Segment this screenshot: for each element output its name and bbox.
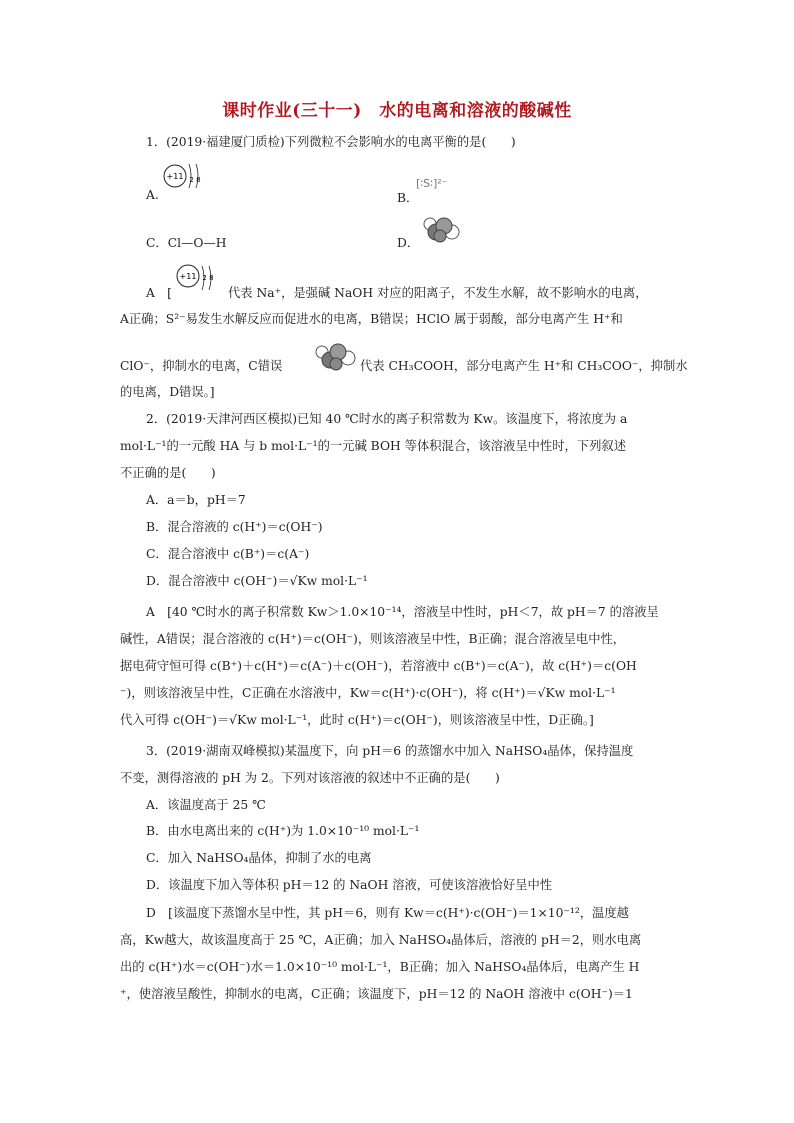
q1-answer-line-3b: 代表 CH₃COOH，部分电离产生 H⁺和 CH₃COO⁻，抑制水 (360, 359, 688, 373)
q2-option-a: A．a＝b，pH＝7 (146, 493, 246, 507)
q3-answer-line-1: D [该温度下蒸馏水呈中性，其 pH＝6，则有 Kw＝c(H⁺)·c(OH⁻)＝1×10⁻¹²，温度越 (146, 906, 629, 920)
sodium-ion-structure-icon (162, 158, 214, 194)
q3-option-d: D．该温度下加入等体积 pH＝12 的 NaOH 溶液，可使该溶液恰好呈中性 (146, 878, 553, 892)
q2-answer-line-1: A [40 ℃时水的离子积常数 Kw＞1.0×10⁻¹⁴，溶液呈中性时，pH＜7，故 pH＝7 的溶液呈 (146, 605, 659, 619)
q1-answer-line-1a: A [ (146, 286, 172, 300)
q2-stem-line-2: mol·L⁻¹的一元酸 HA 与 b mol·L⁻¹的一元碱 BOH 等体积混合，该溶液呈中性时，下列叙述 (120, 439, 626, 453)
q2-option-b: B．混合溶液的 c(H⁺)＝c(OH⁻) (146, 520, 323, 534)
q2-stem-line-3: 不正确的是( ) (120, 466, 216, 480)
page-title: 课时作业(三十一) 水的电离和溶液的酸碱性 (222, 101, 572, 121)
acetic-acid-molecule-icon (312, 340, 358, 372)
acetic-acid-molecule-icon (418, 212, 464, 244)
ion-shell-label: 2 8 (189, 176, 201, 184)
q2-answer-line-2: 碱性，A错误；混合溶液的 c(H⁺)＝c(OH⁻)，则该溶液呈中性，B正确；混合溶液呈电中性， (120, 632, 626, 646)
q3-answer-line-4: ⁺，使溶液呈酸性，抑制水的电离，C正确；该温度下，pH＝12 的 NaOH 溶液中 c(OH⁻)＝1 (120, 987, 633, 1001)
q3-answer-line-3: 出的 c(H⁺)水＝c(OH⁻)水＝1.0×10⁻¹⁰ mol·L⁻¹，B正确；加入 NaHSO₄晶体后，电离产生 H (120, 960, 640, 974)
ion-core-label: +11 (179, 272, 197, 281)
q2-answer-line-5: 代入可得 c(OH⁻)＝√Kw mol·L⁻¹，此时 c(H⁺)＝c(OH⁻)，则该溶液呈中性，D正确。] (120, 713, 594, 727)
q1-answer-line-2: A正确；S²⁻易发生水解反应而促进水的电离，B错误；HClO 属于弱酸，部分电离产生 H⁺和 (120, 312, 623, 326)
q2-answer-line-4: ⁻)，则该溶液呈中性，C正确在水溶液中，Kw＝c(H⁺)·c(OH⁻)，将 c(H⁺)＝√Kw mol·L⁻¹ (120, 686, 616, 700)
ion-core-label: +11 (166, 172, 184, 181)
q2-answer-line-3: 据电荷守恒可得 c(B⁺)＋c(H⁺)＝c(A⁻)＋c(OH⁻)，若溶液中 c(B⁺)＝c(A⁻)，故 c(H⁺)＝c(OH (120, 659, 637, 673)
q1-stem: 1．(2019·福建厦门质检)下列微粒不会影响水的电离平衡的是( ) (146, 135, 516, 149)
q2-stem-line-1: 2．(2019·天津河西区模拟)已知 40 ℃时水的离子积常数为 Kw。该温度下，将浓度为 a (146, 412, 628, 426)
q3-stem-line-1: 3．(2019·湖南双峰模拟)某温度下，向 pH＝6 的蒸馏水中加入 NaHSO₄晶体，保持温度 (146, 744, 634, 758)
q1-option-d: D． (397, 236, 420, 250)
q1-answer-line-3a: ClO⁻，抑制水的电离，C错误 (120, 359, 283, 373)
q2-option-d: D．混合溶液中 c(OH⁻)＝√Kw mol·L⁻¹ (146, 574, 368, 588)
q3-option-a: A．该温度高于 25 ℃ (146, 798, 266, 812)
sulfide-electron-dot-icon (412, 172, 472, 194)
q3-option-b: B．由水电离出来的 c(H⁺)为 1.0×10⁻¹⁰ mol·L⁻¹ (146, 824, 420, 838)
q1-answer-line-1b: 代表 Na⁺，是强碱 NaOH 对应的阳离子，不发生水解，故不影响水的电离， (228, 286, 648, 300)
q2-option-c: C．混合溶液中 c(B⁺)＝c(A⁻) (146, 547, 310, 561)
sulfide-label: [∶S∶]²⁻ (416, 177, 448, 190)
q3-answer-line-2: 高，Kw越大，故该温度高于 25 ℃，A正确；加入 NaHSO₄晶体后，溶液的 pH＝2，则水电离 (120, 933, 642, 947)
sodium-ion-structure-icon (175, 264, 229, 300)
q1-option-c: C．Cl—O—H (146, 236, 227, 250)
q3-option-c: C．加入 NaHSO₄晶体，抑制了水的电离 (146, 851, 372, 865)
q1-option-a: A. (146, 188, 159, 202)
q3-stem-line-2: 不变，测得溶液的 pH 为 2。下列对该溶液的叙述中不正确的是( ) (120, 771, 500, 785)
ion-shell-label: 2 8 (202, 274, 214, 282)
q1-answer-line-4: 的电离，D错误。] (120, 385, 215, 399)
q1-option-b: B． (397, 191, 419, 205)
